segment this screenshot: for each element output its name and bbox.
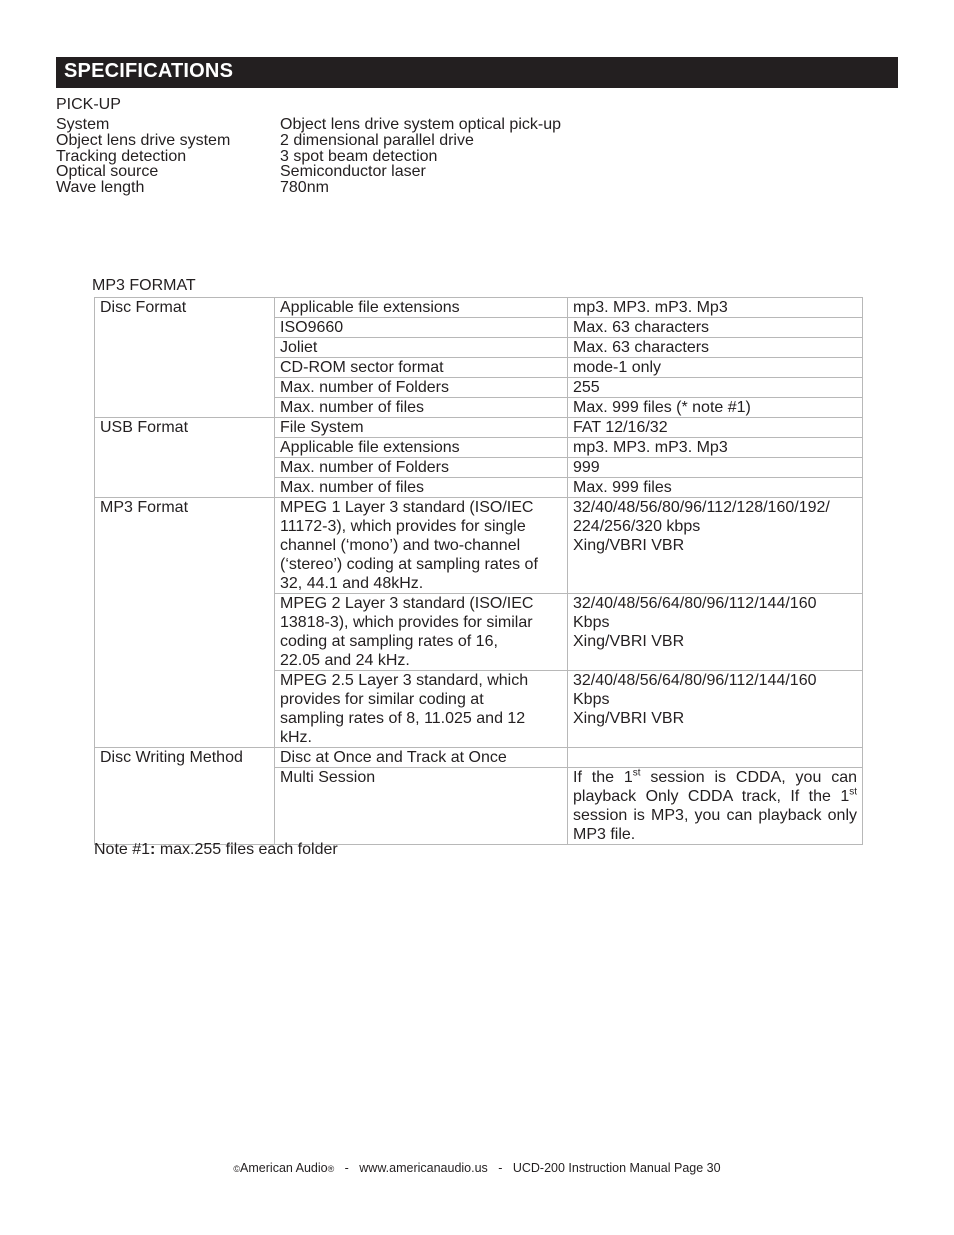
pickup-row	[56, 117, 656, 133]
section-title: SPECIFICATIONS	[64, 60, 234, 82]
text-line: 11172-3), which provides for single	[280, 518, 526, 535]
table-cell-description	[275, 594, 568, 671]
text-line: Xing/VBRI VBR	[573, 710, 685, 727]
text-line: 22.05 and 24 kHz.	[280, 652, 410, 669]
pickup-row	[56, 133, 656, 149]
table-cell-empty	[568, 748, 863, 768]
text-run: session is MP3, you can playback only MP3 file.	[573, 807, 857, 843]
spec-value: Object lens drive system optical pick-up	[280, 116, 561, 133]
pickup-row	[56, 164, 656, 180]
text-line: provides for similar coding at	[280, 691, 484, 708]
spec-key: Object lens drive system	[56, 131, 231, 149]
spec-value: 2 dimensional parallel drive	[280, 131, 474, 149]
text-line: sampling rates of 8, 11.025 and 12	[280, 710, 526, 727]
table-cell: FAT 12/16/32	[568, 418, 863, 438]
pickup-heading: PICK-UP	[56, 96, 121, 113]
table-row	[95, 418, 863, 438]
table-cell-value	[568, 594, 863, 671]
text-line: 224/256/320 kbps	[573, 518, 701, 535]
text-line: coding at sampling rates of 16,	[280, 633, 498, 650]
group-label-usb-format: USB Format	[95, 418, 275, 498]
text-line: 32/40/48/56/80/96/112/128/160/192/	[573, 499, 830, 516]
table-cell: Max. number of files	[275, 478, 568, 498]
table-cell-multi-session-note	[568, 768, 863, 845]
footer-separator: -	[344, 1161, 349, 1175]
table-cell-value	[568, 671, 863, 748]
section-header-bar	[56, 57, 898, 88]
pickup-spec-list	[56, 117, 656, 196]
table-cell: 255	[568, 378, 863, 398]
pickup-row	[56, 149, 656, 165]
text-line: Kbps	[573, 691, 610, 708]
text-line: MPEG 2 Layer 3 standard (ISO/IEC	[280, 595, 534, 612]
text-line: Kbps	[573, 614, 610, 631]
note-text: max.255 files each folder	[155, 841, 338, 858]
spec-key: Optical source	[56, 163, 159, 181]
copyright-symbol: ©	[233, 1164, 241, 1174]
text-line: MPEG 1 Layer 3 standard (ISO/IEC	[280, 499, 534, 516]
table-cell: File System	[275, 418, 568, 438]
mp3-format-heading: MP3 FORMAT	[92, 277, 196, 294]
text-run: session is CDDA, you can playback Only CDDA track, If the 1	[573, 769, 858, 805]
spec-key: System	[56, 116, 110, 133]
spec-value: 3 spot beam detection	[280, 147, 438, 165]
registered-symbol: ®	[327, 1164, 335, 1174]
superscript: st	[849, 786, 857, 798]
table-row	[95, 748, 863, 768]
spec-value: Semiconductor laser	[280, 163, 426, 181]
table-cell: CD-ROM sector format	[275, 358, 568, 378]
page-footer	[0, 1161, 954, 1175]
table-row	[95, 498, 863, 594]
group-label-disc-writing-method: Disc Writing Method	[95, 748, 275, 845]
text-line: 13818-3), which provides for similar	[280, 614, 533, 631]
text-line: 32/40/48/56/64/80/96/112/144/160	[573, 595, 817, 612]
footer-brand: American Audio	[240, 1161, 328, 1175]
table-cell: Max. 63 characters	[568, 318, 863, 338]
group-label-disc-format: Disc Format	[95, 298, 275, 418]
table-cell: ISO9660	[275, 318, 568, 338]
table-cell: Max. 63 characters	[568, 338, 863, 358]
text-line: 32, 44.1 and 48kHz.	[280, 575, 424, 592]
footer-separator: -	[498, 1161, 503, 1175]
pickup-row	[56, 180, 656, 196]
group-label-mp3-format: MP3 Format	[95, 498, 275, 748]
table-cell: Applicable file extensions	[275, 438, 568, 458]
text-line: (‘stereo’) coding at sampling rates of	[280, 556, 538, 573]
table-cell: Max. number of Folders	[275, 458, 568, 478]
note-prefix: Note #1	[94, 841, 151, 858]
footer-manual-page: UCD-200 Instruction Manual Page 30	[512, 1161, 721, 1175]
table-row	[95, 298, 863, 318]
table-cell: Max. 999 files	[568, 478, 863, 498]
table-cell: mp3. MP3. mP3. Mp3	[568, 298, 863, 318]
table-cell: Applicable file extensions	[275, 298, 568, 318]
table-cell: Max. 999 files (* note #1)	[568, 398, 863, 418]
table-cell: Multi Session	[275, 768, 568, 845]
table-cell-description	[275, 671, 568, 748]
text-line: kHz.	[280, 729, 312, 746]
table-cell: Disc at Once and Track at Once	[275, 748, 568, 768]
table-cell-value	[568, 498, 863, 594]
table-cell: 999	[568, 458, 863, 478]
table-cell: mp3. MP3. mP3. Mp3	[568, 438, 863, 458]
note-colon: :	[150, 841, 156, 858]
text-line: 32/40/48/56/64/80/96/112/144/160	[573, 672, 817, 689]
mp3-spec-table	[94, 297, 863, 845]
spec-key: Tracking detection	[56, 147, 187, 165]
spec-key: Wave length	[56, 179, 145, 197]
spec-value: 780nm	[280, 179, 329, 197]
table-cell: Max. number of Folders	[275, 378, 568, 398]
text-line: MPEG 2.5 Layer 3 standard, which	[280, 672, 529, 689]
footnote	[94, 841, 338, 859]
table-cell-description	[275, 498, 568, 594]
text-line: Xing/VBRI VBR	[573, 537, 685, 554]
table-cell: mode-1 only	[568, 358, 863, 378]
text-line: channel (‘mono’) and two-channel	[280, 537, 521, 554]
superscript: st	[632, 767, 641, 779]
table-cell: Joliet	[275, 338, 568, 358]
footer-website: www.americanaudio.us	[359, 1161, 488, 1175]
table-cell: Max. number of files	[275, 398, 568, 418]
text-line: Xing/VBRI VBR	[573, 633, 685, 650]
text-run: If the 1	[573, 769, 633, 786]
